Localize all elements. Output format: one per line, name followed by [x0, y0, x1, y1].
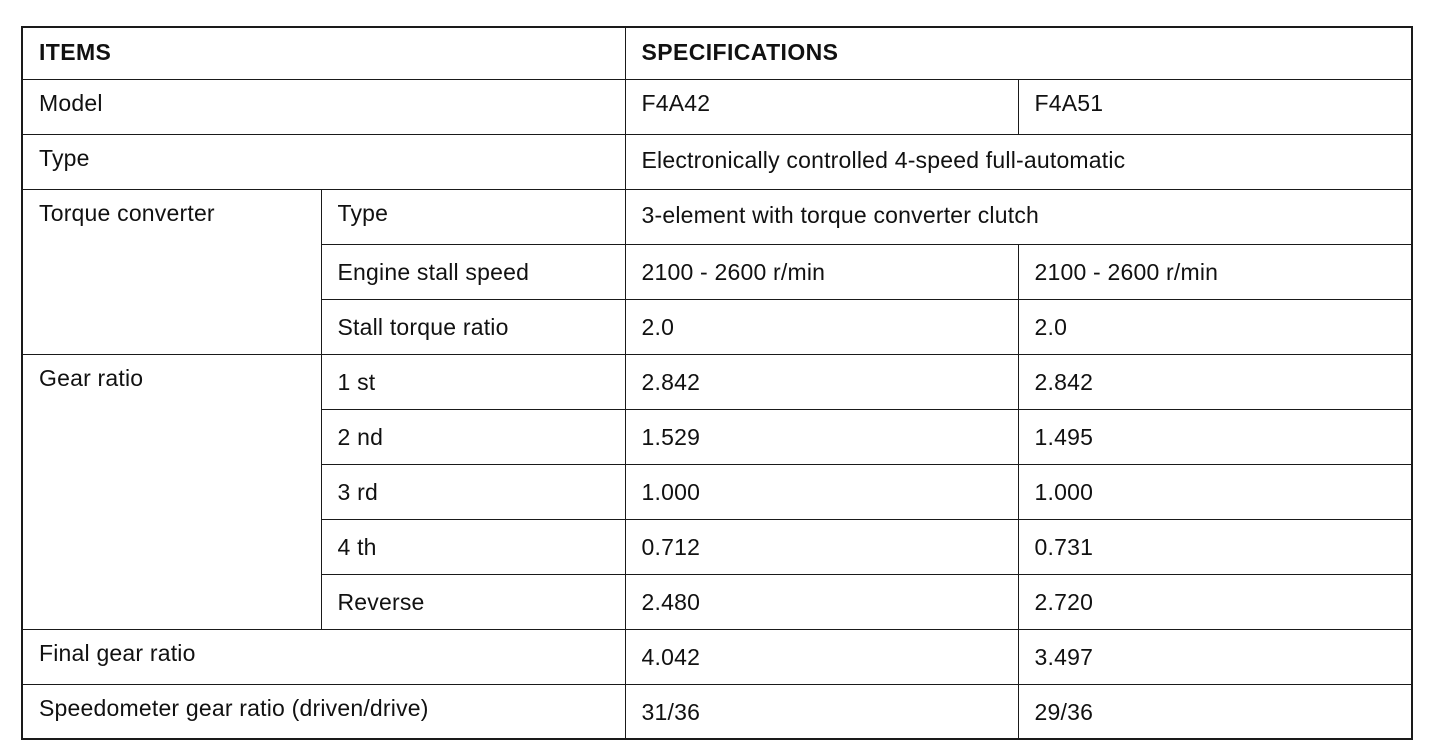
final-gear-ratio-f4a51: 3.497	[1018, 629, 1412, 684]
specifications-header: SPECIFICATIONS	[625, 27, 1412, 79]
torque-converter-label: Torque converter	[22, 189, 321, 354]
gear-1st-label: 1 st	[321, 354, 625, 409]
speedometer-gear-ratio-f4a51: 29/36	[1018, 684, 1412, 739]
table-row-speedometer-gear-ratio	[22, 684, 1412, 739]
gear-1st-f4a51: 2.842	[1018, 354, 1412, 409]
stall-torque-ratio-label: Stall torque ratio	[321, 299, 625, 354]
engine-stall-speed-f4a42: 2100 - 2600 r/min	[625, 244, 1018, 299]
specifications-table	[21, 26, 1413, 740]
type-label: Type	[22, 134, 625, 189]
gear-reverse-label: Reverse	[321, 574, 625, 629]
table-row-final-gear-ratio	[22, 629, 1412, 684]
gear-4th-f4a42: 0.712	[625, 519, 1018, 574]
gear-reverse-f4a51: 2.720	[1018, 574, 1412, 629]
header-row	[22, 27, 1412, 79]
tc-type-label: Type	[321, 189, 625, 244]
gear-3rd-f4a42: 1.000	[625, 464, 1018, 519]
engine-stall-speed-f4a51: 2100 - 2600 r/min	[1018, 244, 1412, 299]
model-f4a42: F4A42	[625, 79, 1018, 134]
gear-4th-label: 4 th	[321, 519, 625, 574]
table-row-type	[22, 134, 1412, 189]
model-f4a51: F4A51	[1018, 79, 1412, 134]
items-header: ITEMS	[22, 27, 625, 79]
gear-2nd-f4a51: 1.495	[1018, 409, 1412, 464]
table-row-torque-converter-type	[22, 189, 1412, 244]
gear-1st-f4a42: 2.842	[625, 354, 1018, 409]
final-gear-ratio-label: Final gear ratio	[22, 629, 625, 684]
final-gear-ratio-f4a42: 4.042	[625, 629, 1018, 684]
table-row-model	[22, 79, 1412, 134]
stall-torque-ratio-f4a42: 2.0	[625, 299, 1018, 354]
speedometer-gear-ratio-f4a42: 31/36	[625, 684, 1018, 739]
model-label: Model	[22, 79, 625, 134]
gear-reverse-f4a42: 2.480	[625, 574, 1018, 629]
tc-type-value: 3-element with torque converter clutch	[625, 189, 1412, 244]
gear-3rd-f4a51: 1.000	[1018, 464, 1412, 519]
stall-torque-ratio-f4a51: 2.0	[1018, 299, 1412, 354]
engine-stall-speed-label: Engine stall speed	[321, 244, 625, 299]
table-row-gear-1st	[22, 354, 1412, 409]
gear-4th-f4a51: 0.731	[1018, 519, 1412, 574]
speedometer-gear-ratio-label: Speedometer gear ratio (driven/drive)	[22, 684, 625, 739]
gear-2nd-label: 2 nd	[321, 409, 625, 464]
gear-2nd-f4a42: 1.529	[625, 409, 1018, 464]
gear-3rd-label: 3 rd	[321, 464, 625, 519]
gear-ratio-label: Gear ratio	[22, 354, 321, 629]
type-value: Electronically controlled 4-speed full-automatic	[625, 134, 1412, 189]
